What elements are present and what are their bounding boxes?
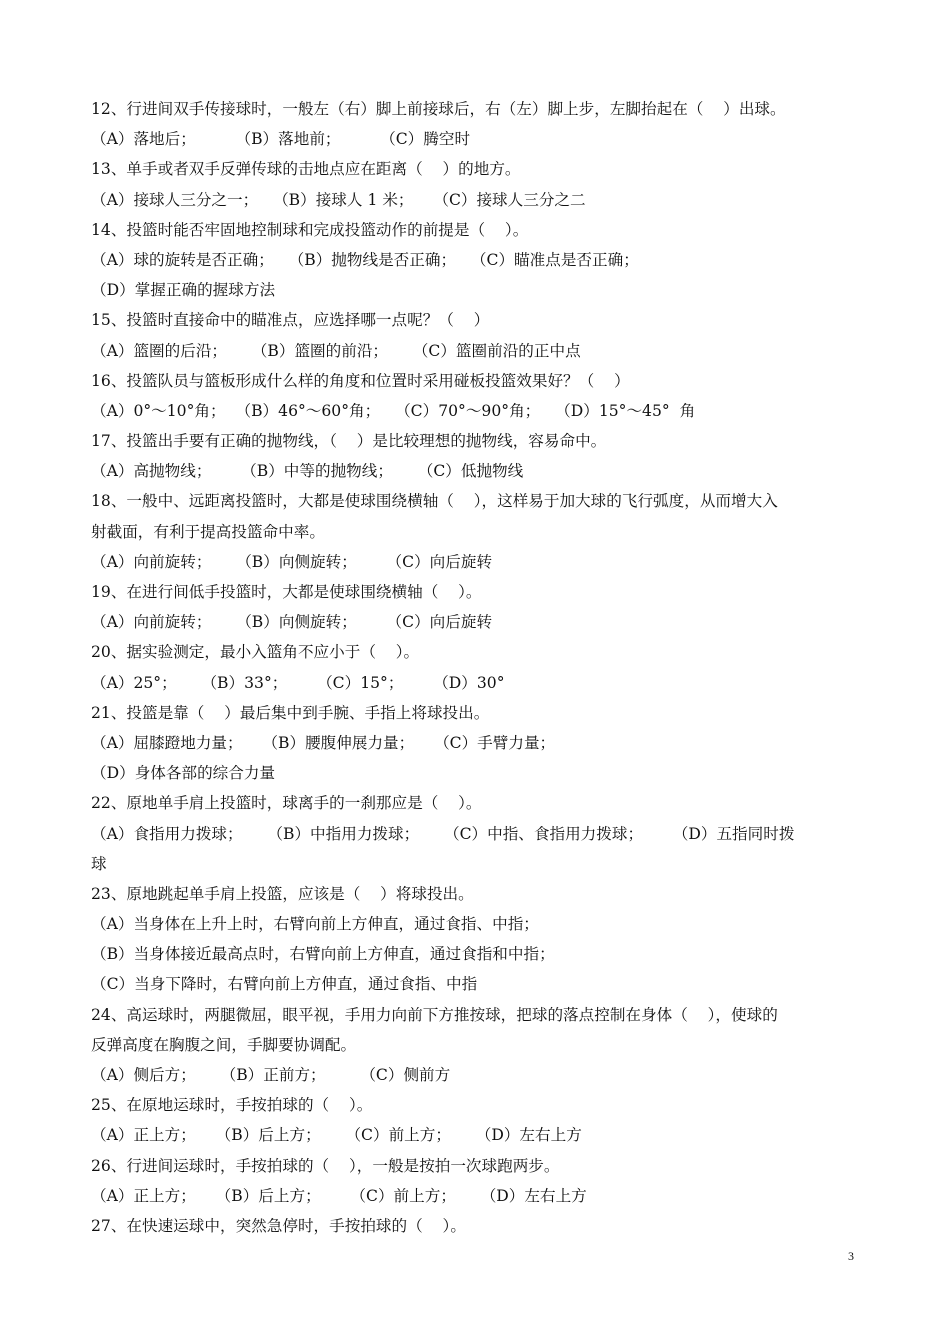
question-12-options: （A）落地后； （B）落地前； （C）腾空时: [91, 130, 471, 149]
question-16: 16、投篮队员与篮板形成什么样的角度和位置时采用碰板投篮效果好？（ ）: [91, 371, 630, 390]
question-14-options: （A）球的旋转是否正确； （B）抛物线是否正确； （C）瞄准点是否正确；: [91, 250, 639, 269]
question-21-option-d: （D）身体各部的综合力量: [91, 764, 276, 783]
question-24-cont: 反弹高度在胸腹之间，手脚要协调配。: [91, 1035, 357, 1054]
question-26-options: （A）正上方； （B）后上方； （C）前上方； （D）左右上方: [91, 1186, 587, 1205]
question-15-options: （A）篮圈的后沿； （B）篮圈的前沿； （C）篮圈前沿的正中点: [91, 341, 581, 360]
question-22-options: （A）食指用力拨球； （B）中指用力拨球； （C）中指、食指用力拨球； （D）五指同时拨: [91, 824, 795, 843]
question-22-options-cont: 球: [91, 854, 107, 873]
question-17: 17、投篮出手要有正确的抛物线，（ ）是比较理想的抛物线，容易命中。: [91, 432, 607, 451]
question-13-options: （A）接球人三分之一； （B）接球人 1 米； （C）接球人三分之二: [91, 190, 586, 209]
question-24: 24、高运球时，两腿微屈，眼平视，手用力向前下方推按球，把球的落点控制在身体（ ），使球的: [91, 1005, 778, 1024]
question-23-option-a: （A）当身体在上升上时，右臂向前上方伸直，通过食指、中指；: [91, 915, 539, 934]
question-23: 23、原地跳起单手肩上投篮，应该是（ ）将球投出。: [91, 884, 474, 903]
question-20: 20、据实验测定，最小入篮角不应小于（ ）。: [91, 643, 420, 662]
question-22: 22、原地单手肩上投篮时，球离手的一刹那应是（ ）。: [91, 794, 482, 813]
question-14-option-d: （D）掌握正确的握球方法: [91, 281, 276, 300]
question-20-options: （A）25°； （B）33°； （C）15°； （D）30°: [91, 673, 505, 692]
question-23-option-b: （B）当身体接近最高点时，右臂向前上方伸直，通过食指和中指；: [91, 945, 555, 964]
question-18: 18、一般中、远距离投篮时，大都是使球围绕横轴（ ），这样易于加大球的飞行弧度，从而增大入: [91, 492, 778, 511]
question-26: 26、行进间运球时，手按拍球的（ ），一般是按拍一次球跑两步。: [91, 1156, 560, 1175]
question-17-options: （A）高抛物线； （B）中等的抛物线； （C）低抛物线: [91, 462, 524, 481]
question-21-options: （A）屈膝蹬地力量； （B）腰腹伸展力量； （C）手臂力量；: [91, 733, 556, 752]
question-12: 12、行进间双手传接球时，一般左（右）脚上前接球后，右（左）脚上步，左脚抬起在（ ）出球。: [91, 100, 786, 118]
question-19-options: （A）向前旋转； （B）向侧旋转； （C）向后旋转: [91, 613, 493, 632]
page-number: 3: [848, 1249, 854, 1263]
question-15: 15、投篮时直接命中的瞄准点，应选择哪一点呢？（ ）: [91, 311, 490, 330]
question-14: 14、投篮时能否牢固地控制球和完成投篮动作的前提是（ ）。: [91, 220, 529, 239]
question-24-options: （A）侧后方； （B）正前方； （C）侧前方: [91, 1066, 451, 1084]
question-23-option-c: （C）当身下降时，右臂向前上方伸直，通过食指、中指: [91, 975, 478, 994]
question-21: 21、投篮是靠（ ）最后集中到手腕、手指上将球投出。: [91, 703, 490, 722]
question-18-cont: 射截面，有利于提高投篮命中率。: [91, 522, 325, 541]
question-19: 19、在进行间低手投篮时，大都是使球围绕横轴（ ）。: [91, 583, 482, 601]
question-27: 27、在快速运球中，突然急停时，手按拍球的（ ）。: [91, 1216, 466, 1235]
question-list: [91, 94, 863, 1241]
question-18-options: （A）向前旋转； （B）向侧旋转； （C）向后旋转: [91, 552, 493, 571]
question-13: 13、单手或者双手反弹传球的击地点应在距离（ ）的地方。: [91, 160, 521, 179]
question-16-options: （A）0°～10°角； （B）46°～60°角； （C）70°～90°角； （D）15°～45° 角: [91, 401, 696, 420]
question-25: 25、在原地运球时，手按拍球的（ ）。: [91, 1096, 373, 1115]
question-25-options: （A）正上方； （B）后上方； （C）前上方； （D）左右上方: [91, 1126, 582, 1145]
